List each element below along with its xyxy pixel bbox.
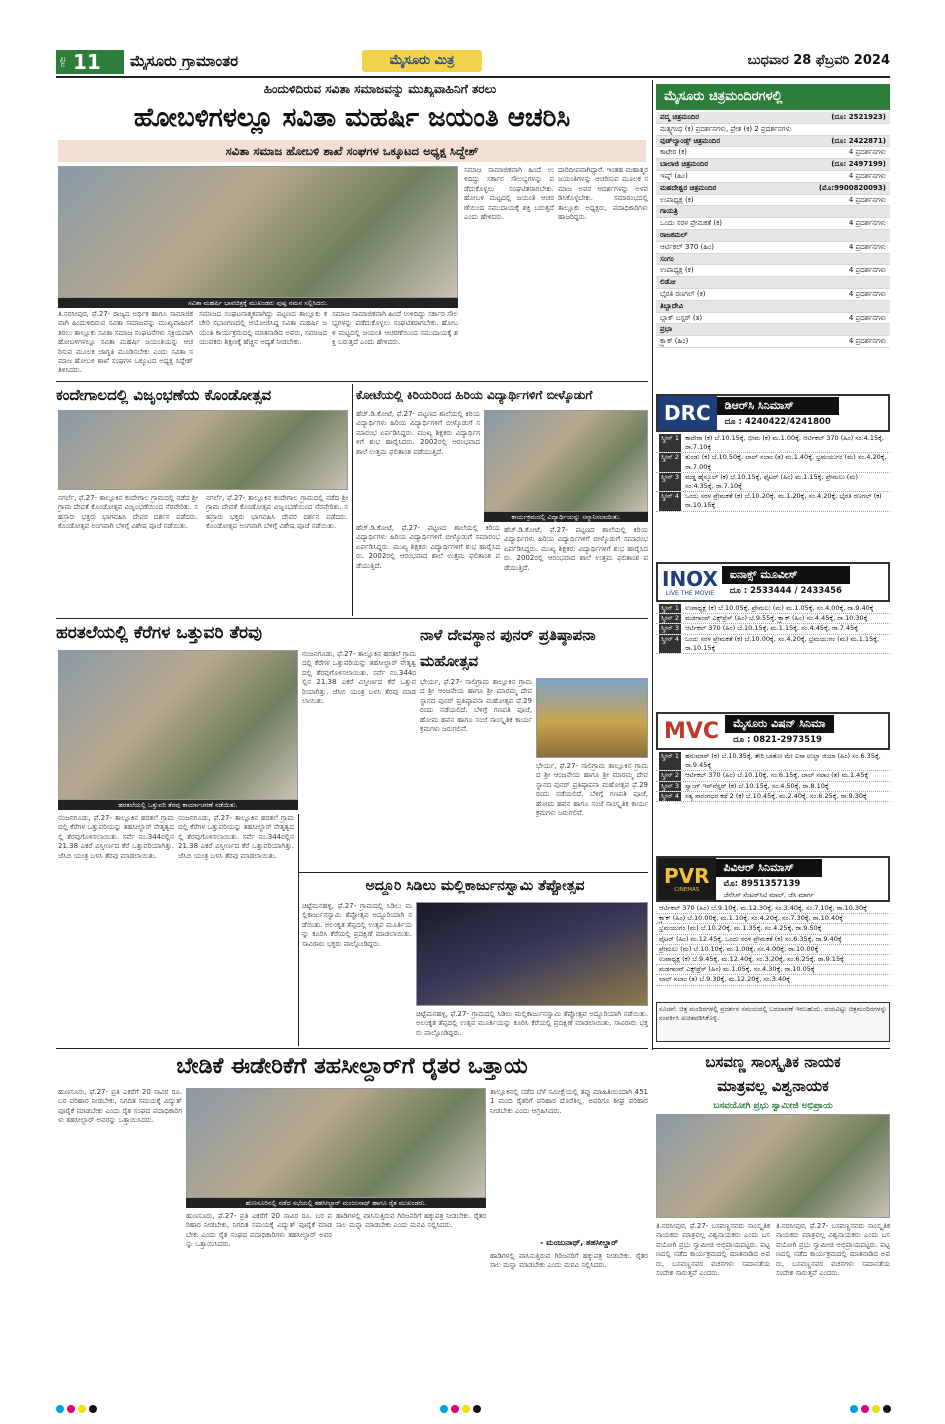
page-number: 11 <box>73 50 101 74</box>
theatre-row <box>656 289 890 301</box>
screen-number: ಸ್ಕ್ರೀನ್ 3 <box>661 624 680 633</box>
inox-screen-list <box>656 604 890 654</box>
pvr-show-row: ಉಪಾಧ್ಯಕ್ಷ (ಕ) ಬೆ.9.45ಕ್ಕೆ, ಮ.12.40ಕ್ಕೆ, ಸಂ.3.20ಕ್ಕೆ, ಸಂ.6.25ಕ್ಕೆ, ರಾ.9.15ಕ್ಕೆ <box>656 955 890 965</box>
theatre-info: 4 ಪ್ರದರ್ಶನಗಳು <box>848 313 886 322</box>
story-farmers-body-col3: ಹುಣಸೂರು, ಫೆ.27- ಪ್ರತಿ ಎಕರೆಗೆ 20 ಸಾವಿರ ರೂ. ಬರ ಪರಿಹಾರ ನೀಡಬೇಕು, ನಿಗದಿತ ಸಮಯಕ್ಕೆ ವಿದ್ಯುತ್ ಪೂರೈಕೆ ಮಾಡಬೇಕು ಎಂದು ರೈತ ಸಂಘದ ಪದಾಧಿಕಾರಿಗಳು ತಹಸೀಲ್ದಾರ್ ಅವರನ್ನು ಒತ್ತಾಯಿಸಿದರು. <box>186 1212 332 1249</box>
theatre-name: ಬಾಲಾಜಿ ಚಿತ್ರಮಂದಿರ <box>660 160 709 169</box>
screen-row <box>656 771 890 781</box>
theatre-name: ವುಡ್‌ಲ್ಯಾಂಡ್ಸ್ ಚಿತ್ರಮಂದಿರ <box>660 136 721 145</box>
paper-title: ಮೈಸೂರು ಮಿತ್ರ <box>362 50 482 72</box>
story-haratale-headline: ಹರತಲೆಯಲ್ಲಿ ಕೆರೆಗಳ ಒತ್ತುವರಿ ತೆರವು <box>56 623 262 643</box>
mvc-name: ಮೈಸೂರು ವಿಷನ್ ಸಿನಿಮಾ <box>725 715 833 733</box>
pvr-show-row: ಮಡಗಾಂವ್ ಎಕ್ಸ್‌ಪ್ರೆಸ್ (ಹಿಂ) ಮ.1.05ಕ್ಕೆ, ಸಂ.4.30ಕ್ಕೆ, ರಾ.10.05ಕ್ಕೆ <box>656 965 890 975</box>
theatre-row <box>656 195 890 207</box>
screen-number: ಸ್ಕ್ರೀನ್ 2 <box>661 614 680 623</box>
theatre-info: 4 ಪ್ರದರ್ಶನಗಳು <box>848 195 886 204</box>
screen-showtimes: ಆರ್ಟಿಕಲ್ 370 (ಹಿಂ) ಬೆ.10.15ಕ್ಕೆ, ಮ.1.15ಕ್ಕೆ, ಸಂ.4.45ಕ್ಕೆ, ರಾ.7.45ಕ್ಕೆ <box>685 624 859 633</box>
pvr-show-row: ಫೈಟರ್ (ಹಿಂ) ಮ.12.45ಕ್ಕೆ, ಒಂದು ಸರಳ ಪ್ರೇಮಕತೆ (ಕ) ಸಂ.6.35ಕ್ಕೆ, ರಾ.9.40ಕ್ಕೆ <box>656 935 890 945</box>
inox-name: ಐನಾಕ್ಸ್ ಮೂವೀಸ್ <box>722 566 850 584</box>
screen-showtimes: ಮಡ್ಡ ಹೈಸ್ಕೂಲ್ (ಕ) ಬೆ.10.15ಕ್ಕೆ, ಫೈಟರ್ (ಹಿಂ) ಮ.1.15ಕ್ಕೆ, ಪ್ರೇಮಲು (ಮ) ಸಂ.4.35ಕ್ಕೆ, ರಾ.7.10ಕ್ಕೆ <box>685 472 859 491</box>
theatre-name: ಮಹದೇಶ್ವರ ಚಿತ್ರಮಂದಿರ <box>660 183 717 192</box>
theatre-row <box>656 336 890 348</box>
theatre-row <box>656 277 890 289</box>
theatre-row <box>656 183 890 195</box>
screen-row <box>656 614 890 624</box>
screen-row <box>656 453 890 472</box>
divider <box>298 872 648 873</box>
story-basavanna-body-col1: ತಿ.ನರಸೀಪುರ, ಫೆ.27- ಬಸವಣ್ಣನವರು ಸಾಂಸ್ಕೃತಿಕ ನಾಯಕರು ಮಾತ್ರವಲ್ಲ ವಿಶ್ವನಾಯಕರು ಎಂದು ಬಸವಯೋಗಿ ಪ್ರಭು ಸ್ವಾಮೀಜಿ ಅಭಿಪ್ರಾಯಪಟ್ಟರು. ಪಟ್ಟಣದಲ್ಲಿ ನಡೆದ ಕಾರ್ಯಕ್ರಮದಲ್ಲಿ ಮಾತನಾಡಿದ ಅವರು, ಬಸವಣ್ಣನವರ ವಚನಗಳು ಸಮಾನತೆಯ ಸಂದೇಶ ಸಾರುತ್ತವೆ ಎಂದರು. <box>656 1222 770 1278</box>
registration-marks-center <box>440 1405 481 1413</box>
screen-showtimes: ಒಂದು ಸರಳ ಪ್ರೇಮಕತೆ (ಕ) ಬೆ.10.00ಕ್ಕೆ, ಸಂ.4.20ಕ್ಕೆ, ಭ್ರಮಯುಗಂ (ಮ) ಮ.1.15ಕ್ಕೆ, ರಾ.10.15ಕ್ಕೆ <box>685 634 880 652</box>
story-teppotsava-body-col1: ಚಿಟ್ಟೆಮನಹಳ್ಳಿ, ಫೆ.27- ಗ್ರಾಮದಲ್ಲಿ ಸಿಡಿಲು ಮಲ್ಲಿಕಾರ್ಜುನಸ್ವಾಮಿ ತೆಪ್ಪೋತ್ಸವ ಅದ್ದೂರಿಯಾಗಿ ನಡೆಯಿತು. ಅಲಂಕೃತ ತೆಪ್ಪದಲ್ಲಿ ಉತ್ಸವ ಮೂರ್ತಿಯನ್ನು ಕೂರಿಸಿ ಕೆರೆಯಲ್ಲಿ ಪ್ರದಕ್ಷಿಣೆ ಮಾಡಲಾಯಿತು. ಸಾವಿರಾರು ಭಕ್ತರು ಪಾಲ್ಗೊಂಡಿದ್ದರು. <box>302 902 412 948</box>
divider <box>56 1048 648 1049</box>
registration-marks-left <box>56 1405 97 1413</box>
story-basavanna-headline1: ಬಸವಣ್ಣ ಸಾಂಸ್ಕೃತಿಕ ನಾಯಕ <box>705 1053 841 1071</box>
theatre-name: ತಿಬ್ಬಾದೇವಿ <box>660 301 684 310</box>
theatre-name: ಗಾಯತ್ರಿ <box>660 207 678 216</box>
theatres-title-text: ಮೈಸೂರು ಚಿತ್ರಮಂದಿರಗಳಲ್ಲಿ <box>664 89 783 104</box>
screen-row <box>656 792 890 802</box>
screen-showtimes: ಕಾಟೇರಾ (ಕ) ಬೆ.10.15ಕ್ಕೆ, ಭೀಮ (ಕ) ಮ.1.00ಕ್ಕೆ, ಆರ್ಟಿಕಲ್ 370 (ಹಿಂ) ಸಂ.4.15ಕ್ಕೆ, ರಾ.7.10ಕ್ಕೆ <box>685 434 884 452</box>
theatre-name: ಮತ್ಸ್ಯಗಂಧ (ಕ) ಪ್ರದರ್ಶನಗಳು, ಪ್ರೇತ (ಕ) 2 ಪ್ರದರ್ಶನಗಳು <box>660 124 792 133</box>
theatre-name: ರಾಜಕಮಲ್ <box>660 230 688 239</box>
theatre-row <box>656 301 890 313</box>
story-kandegala-headline: ಕಂದೇಗಾಲದಲ್ಲಿ ವಿಜೃಂಭಣೆಯ ಕೊಂಡೋತ್ಸವ <box>56 386 272 404</box>
theatre-info: (ದೂ: 2521923) <box>831 113 886 121</box>
story-kandegala-photo <box>58 410 348 490</box>
lead-headline: ಹೋಬಳಿಗಳಲ್ಲೂ ಸವಿತಾ ಮಹರ್ಷಿ ಜಯಂತಿ ಆಚರಿಸಿ <box>133 103 571 133</box>
inox-phone: ದೂ : 2533444 / 2433456 <box>729 586 842 596</box>
lead-body-col4: ಸಮಾಜ ಸಾಮಾಜಿಕವಾಗಿ ಹಿಂದೆ ಉಳಿದಿದ್ದು ಸರ್ಕಾರ ಸೌಲಭ್ಯಗಳನ್ನು ಪಡೆದುಕೊಳ್ಳಲು ಸಂಘಟಿತರಾಗಬೇಕು. ಹೋಬಳಿ ಮಟ್ಟದಲ್ಲಿ ಜಯಂತಿ ಆಚರಣೆಯಿಂದ ಸಮುದಾಯಕ್ಕೆ ಶಕ್ತಿ ಬರುತ್ತದೆ ಎಂದು ಹೇಳಿದರು. <box>464 166 554 222</box>
pvr-logo-sub: CINEMAS <box>674 887 700 893</box>
theatre-info: 4 ಪ್ರದರ್ಶನಗಳು <box>848 337 886 346</box>
drc-name: ಡಿಆರ್‌ಸಿ ಸಿನಿಮಾಸ್ <box>717 397 839 415</box>
theatre-row <box>656 265 890 277</box>
screen-number: ಸ್ಕ್ರೀನ್ 4 <box>659 492 681 510</box>
story-kote-headline: ಕೋಟೆಯಲ್ಲಿ ಕಿರಿಯರಿಂದ ಹಿರಿಯ ವಿದ್ಯಾರ್ಥಿಗಳಿಗೆ ಬೀಳ್ಕೊಡುಗೆ <box>356 388 593 402</box>
story-haratale-photo <box>58 650 298 800</box>
theatre-row <box>656 242 890 254</box>
theatre-name: ಒಂದು ಸರಳ ಪ್ರೇಮಕತೆ (ಕ) <box>660 219 722 228</box>
registration-marks-right <box>850 1405 891 1413</box>
screen-number: ಸ್ಕ್ರೀನ್ 2 <box>661 771 680 780</box>
screen-showtimes: ಆರ್ಟಿಕಲ್ 370 (ಹಿಂ) ಬೆ.10.10ಕ್ಕೆ, ಸಂ.6.15ಕ್ಕೆ, ಲಾಲ್ ಸಲಾಂ (ತ) ಮ.1.45ಕ್ಕೆ <box>685 771 869 780</box>
lead-body-col2: ಸಮಾಜದ ಸಂಘಟನಾತ್ಮಕವಾಗಿದ್ದು ಪಟ್ಟಣದ ತಾಲ್ಲೂಕು ಕಚೇರಿ ಸಭಾಂಗಣದಲ್ಲಿ ಆಯೋಜಿಸಿದ್ದ ಸವಿತಾ ಮಹರ್ಷಿ ಜಯಂತಿ ಕಾರ್ಯಕ್ರಮದಲ್ಲಿ ಮಾತನಾಡಿದ ಅವರು, ಸಮಾಜದ ಯುವಕರು ಶಿಕ್ಷಣಕ್ಕೆ ಹೆಚ್ಚಿನ ಆದ್ಯತೆ ನೀಡಬೇಕು. <box>199 310 327 347</box>
theatre-name: ಕ್ರ್ಯಾಕ್ (ಹಿಂ) <box>660 337 689 346</box>
mvc-banner <box>656 712 890 750</box>
theatre-name: ಕಾಟೇರ (ಕ) <box>660 148 688 157</box>
screen-row <box>656 473 890 492</box>
theatre-info: 4 ಪ್ರದರ್ಶನಗಳು <box>848 289 886 298</box>
story-basavanna-subhead: ಬಸವಯೋಗಿ ಪ್ರಭು ಸ್ವಾಮೀಜಿ ಅಭಿಪ್ರಾಯ <box>713 1101 833 1111</box>
pvr-show-row: ಪ್ರೇಮಲು (ಮ) ಬೆ.10.10ಕ್ಕೆ, ಮ.1.00ಕ್ಕೆ, ಸಂ.4.00ಕ್ಕೆ, ರಾ.10.00ಕ್ಕೆ <box>656 945 890 955</box>
story-kote-body-col2: ಹೆಚ್.ಡಿ.ಕೋಟೆ, ಫೆ.27- ಪಟ್ಟಣದ ಶಾಲೆಯಲ್ಲಿ ಕಿರಿಯ ವಿದ್ಯಾರ್ಥಿಗಳು ಹಿರಿಯ ವಿದ್ಯಾರ್ಥಿಗಳಿಗೆ ಬೀಳ್ಕೊಡುಗೆ ಸಮಾರಂಭ ಏರ್ಪಡಿಸಿದ್ದರು. ಮುಖ್ಯ ಶಿಕ್ಷಕರು ವಿದ್ಯಾರ್ಥಿಗಳಿಗೆ ಶುಭ ಹಾರೈಸಿದರು. 2002ರಲ್ಲಿ ಆರಂಭವಾದ ಶಾಲೆ ಉತ್ತಮ ಫಲಿತಾಂಶ ಪಡೆಯುತ್ತಿದೆ. <box>356 524 500 570</box>
screen-row <box>656 604 890 614</box>
screen-number: ಸ್ಕ್ರೀನ್ 2 <box>659 453 681 471</box>
story-kote-photo <box>484 410 648 512</box>
inox-banner <box>656 562 890 602</box>
screen-number: ಸ್ಕ್ರೀನ್ 1 <box>659 752 681 770</box>
theatre-row <box>656 206 890 218</box>
screen-showtimes: ಮಡಗಾಂವ್ ಎಕ್ಸ್‌ಪ್ರೆಸ್ (ಹಿಂ) ಬೆ.9.55ಕ್ಕೆ, ಕ್ರ್ಯಾಕ್ (ಹಿಂ) ಸಂ.4.45ಕ್ಕೆ, ರಾ.10.30ಕ್ಕೆ <box>685 614 868 623</box>
theatre-name: ಸಂಗಂ <box>660 254 674 263</box>
theatre-row <box>656 159 890 171</box>
theatre-info: 4 ಪ್ರದರ್ಶನಗಳು <box>848 171 886 180</box>
story-basavanna-body-col2: ತಿ.ನರಸೀಪುರ, ಫೆ.27- ಬಸವಣ್ಣನವರು ಸಾಂಸ್ಕೃತಿಕ ನಾಯಕರು ಮಾತ್ರವಲ್ಲ ವಿಶ್ವನಾಯಕರು ಎಂದು ಬಸವಯೋಗಿ ಪ್ರಭು ಸ್ವಾಮೀಜಿ ಅಭಿಪ್ರಾಯಪಟ್ಟರು. ಪಟ್ಟಣದಲ್ಲಿ ನಡೆದ ಕಾರ್ಯಕ್ರಮದಲ್ಲಿ ಮಾತನಾಡಿದ ಅವರು, ಬಸವಣ್ಣನವರ ವಚನಗಳು ಸಮಾನತೆಯ ಸಂದೇಶ ಸಾರುತ್ತವೆ ಎಂದರು. <box>776 1222 890 1278</box>
mvc-phone: ದೂ : 0821-2973519 <box>733 735 822 745</box>
screen-row <box>656 635 890 654</box>
theatre-row <box>656 324 890 336</box>
story-farmers-body-col4: ಹಾಡಿಗಳಲ್ಲಿ ವಾಸಿಸುತ್ತಿರುವ ಗಿರಿಜನರಿಗೆ ಹಕ್ಕುಪತ್ರ ನೀಡಬೇಕು. ರೈತರ ಸಾಲ ಮನ್ನಾ ಮಾಡಬೇಕು ಎಂದು ಮನವಿ ಸಲ್ಲಿಸಿದರು. <box>336 1212 486 1230</box>
lead-photo <box>58 166 458 298</box>
page-label: ಪುಟ <box>59 56 67 68</box>
story-teppotsava-photo <box>416 902 648 1006</box>
screen-showtimes: ಹನುಮಾನ್ (ಕ) ಬೆ.10.35ಕ್ಕೆ, ತೇರಿ ಬಾತೋ ಮೇ ಐಸಾ ಉಲ್ಜಾ ಜಿಯಾ (ಹಿಂ) ಸಂ.6.35ಕ್ಕೆ, ರಾ.9.45ಕ್ಕೆ <box>685 752 881 770</box>
story-kandegala-body-col1: ನಗರ್ಲೆ, ಫೆ.27- ತಾಲ್ಲೂಕಿನ ಕಂದೇಗಾಲ ಗ್ರಾಮದಲ್ಲಿ ನಡೆದ ಶ್ರೀ ಗ್ರಾಮ ದೇವತೆ ಕೊಂಡೋತ್ಸವ ವಿಜೃಂಭಣೆಯಿಂದ ನೆರವೇರಿತು. ಸಹಸ್ರಾರು ಭಕ್ತರು ಭಾಗವಹಿಸಿ ದೇವರ ದರ್ಶನ ಪಡೆದರು. ಕೊಂಡೋತ್ಸವ ಅಂಗವಾಗಿ ಬೆಳಿಗ್ಗೆ ವಿಶೇಷ ಪೂಜೆ ನಡೆಯಿತು. <box>58 494 198 531</box>
story-farmers-photo <box>186 1088 486 1198</box>
story-haratale-body-col1: ನಂಜನಗೂಡು, ಫೆ.27- ತಾಲ್ಲೂಕಿನ ಹರತಲೆ ಗ್ರಾಮದಲ್ಲಿ ಕೆರೆಗಳ ಒತ್ತುವರಿಯನ್ನು ತಹಸೀಲ್ದಾರ್ ನೇತೃತ್ವದಲ್ಲಿ ತೆರವುಗೊಳಿಸಲಾಯಿತು. ಸರ್ವೆ ನಂ.344ರಲ್ಲಿನ 21.38 ಎಕರೆ ವಿಸ್ತೀರ್ಣದ ಕೆರೆ ಒತ್ತುವರಿಯಾಗಿತ್ತು. ಜೆಸಿಬಿ ಯಂತ್ರ ಬಳಸಿ ತೆರವು ಮಾಡಲಾಯಿತು. <box>302 650 416 706</box>
theatre-row <box>656 136 890 148</box>
pvr-banner <box>656 856 890 902</box>
theatre-name: ಪ್ರಭಾ <box>660 325 673 334</box>
screen-showtimes: ಸ್ವಾಂಗ್ ಇನ್‌ವೆಸ್ಟರ್ (ಕ) ಬೆ.10.15ಕ್ಕೆ, ಸಂ.4.50ಕ್ಕೆ, ರಾ.8.10ಕ್ಕೆ <box>685 781 829 790</box>
theatre-row <box>656 230 890 242</box>
masthead-rule <box>56 76 890 78</box>
divider <box>56 618 648 619</box>
story-temple-body-col1: ಭೇರ್ಯ, ಫೆ.27- ಸಾಲಿಗ್ರಾಮ ತಾಲ್ಲೂಕಿನ ಗ್ರಾಮದ ಶ್ರೀ ಆಂಜನೇಯ ಹಾಗೂ ಶ್ರೀ ಮಾರಮ್ಮ ದೇವಸ್ಥಾನದ ಪುನರ್ ಪ್ರತಿಷ್ಠಾಪನಾ ಮಹೋತ್ಸವ ಫೆ.29ರಂದು ನಡೆಯಲಿದೆ. ಬೆಳಿಗ್ಗೆ ಗಣಪತಿ ಪೂಜೆ, ಹೋಮ ಹವನ ಹಾಗೂ ಸಂಜೆ ಸಾಂಸ್ಕೃತಿಕ ಕಾರ್ಯಕ್ರಮಗಳು ಜರುಗಲಿವೆ. <box>420 678 532 734</box>
section-title: ಮೈಸೂರು ಗ್ರಾಮಾಂತರ <box>130 52 239 70</box>
screen-row <box>656 624 890 634</box>
pvr-phone: ಮೊ: 8951357139 <box>723 878 801 889</box>
pvr-note: ಸೂಚನೆ: ಚಿತ್ರ ಮಂದಿರಗಳಲ್ಲಿ ಪ್ರದರ್ಶನ ಸಮಯದಲ್ಲಿ ಬದಲಾವಣೆ ಇರಬಹುದು. ದಯವಿಟ್ಟು ಚಿತ್ರಮಂದಿರಗಳನ್ನು ಸಂಪರ್ಕಿಸಿ ಖಚಿತಪಡಿಸಿಕೊಳ್ಳಿ. <box>656 1002 890 1042</box>
screen-row <box>656 492 890 511</box>
theatre-row <box>656 112 890 124</box>
lead-body-col5: ದಾರಿದೀಪವಾಗಿದ್ದಾರೆ. ಇಂತಹ ಮಹಾತ್ಮರ ಜಯಂತಿಗಳನ್ನು ಆಚರಿಸುವ ಮೂಲಕ ಸಮಾಜ ಅವರ ಆದರ್ಶಗಳನ್ನು ಅಳವಡಿಸಿಕೊಳ್ಳಬೇಕು. ಸಮಾರಂಭದಲ್ಲಿ ತಾಲ್ಲೂಕು ಅಧ್ಯಕ್ಷರು, ಪದಾಧಿಕಾರಿಗಳು ಹಾಜರಿದ್ದರು. <box>558 166 648 222</box>
masthead <box>56 50 890 74</box>
theatre-list <box>656 112 890 348</box>
theatre-row <box>656 313 890 325</box>
screen-row <box>656 782 890 792</box>
divider <box>652 80 653 1050</box>
theatre-name: ಲಿಡೋ <box>660 278 676 287</box>
drc-banner <box>656 394 890 432</box>
inox-logo: INOX <box>662 566 718 591</box>
theatre-name: ಪದ್ಮ ಚಿತ್ರಮಂದಿರ <box>660 113 700 121</box>
theatre-row <box>656 171 890 183</box>
theatre-info: (ದೂ: 2422871) <box>831 136 886 145</box>
story-farmers-body-col5: ಹಾಡಿಗಳಲ್ಲಿ ವಾಸಿಸುತ್ತಿರುವ ಗಿರಿಜನರಿಗೆ ಹಕ್ಕುಪತ್ರ ನೀಡಬೇಕು. ರೈತರ ಸಾಲ ಮನ್ನಾ ಮಾಡಬೇಕು ಎಂದು ಮನವಿ ಸಲ್ಲಿಸಿದರು. <box>490 1252 648 1270</box>
story-kote-body-col3: ಹೆಚ್.ಡಿ.ಕೋಟೆ, ಫೆ.27- ಪಟ್ಟಣದ ಶಾಲೆಯಲ್ಲಿ ಕಿರಿಯ ವಿದ್ಯಾರ್ಥಿಗಳು ಹಿರಿಯ ವಿದ್ಯಾರ್ಥಿಗಳಿಗೆ ಬೀಳ್ಕೊಡುಗೆ ಸಮಾರಂಭ ಏರ್ಪಡಿಸಿದ್ದರು. ಮುಖ್ಯ ಶಿಕ್ಷಕರು ವಿದ್ಯಾರ್ಥಿಗಳಿಗೆ ಶುಭ ಹಾರೈಸಿದರು. 2002ರಲ್ಲಿ ಆರಂಭವಾದ ಶಾಲೆ ಉತ್ತಮ ಫಲಿತಾಂಶ ಪಡೆಯುತ್ತಿದೆ. <box>504 526 648 572</box>
lead-body-col1: ತಿ.ನರಸೀಪುರ, ಫೆ.27- ರಾಜ್ಯದ ಅರ್ಥಿಕ ಹಾಗೂ ಸಾಮಾಜಿಕವಾಗಿ ಹಿಂದುಳಿದಿರುವ ಸವಿತಾ ಸಮಾಜವನ್ನು ಮುಖ್ಯವಾಹಿನಿಗೆ ತರಲು ತಾಲ್ಲೂಕು ಸವಿತಾ ಸಮಾಜ ಸಂಘಟನೆಗಳು ಸಕ್ರಿಯವಾಗಿ ಹೋಬಳಿಗಳಲ್ಲೂ ಸವಿತಾ ಮಹರ್ಷಿ ಜಯಂತಿಯನ್ನು ಆಚರಿಸುವ ಮೂಲಕ ಜಾಗೃತಿ ಮೂಡಿಸಬೇಕು ಎಂದು ಸವಿತಾ ಸಮಾಜ ಹೋಬಳಿ ಶಾಖೆ ಸಂಘಗಳ ಒಕ್ಕೂಟದ ಅಧ್ಯಕ್ಷ ಸಿದ್ದೇಶ್ ತಿಳಿಸಿದರು. <box>58 310 193 375</box>
screen-number: ಸ್ಕ್ರೀನ್ 1 <box>661 604 680 612</box>
story-basavanna-headline2: ಮಾತ್ರವಲ್ಲ ವಿಶ್ವನಾಯಕ <box>717 1077 829 1095</box>
lead-body-col3: ಸಮಾಜ ಸಾಮಾಜಿಕವಾಗಿ ಹಿಂದೆ ಉಳಿದಿದ್ದು ಸರ್ಕಾರ ಸೌಲಭ್ಯಗಳನ್ನು ಪಡೆದುಕೊಳ್ಳಲು ಸಂಘಟಿತರಾಗಬೇಕು. ಹೋಬಳಿ ಮಟ್ಟದಲ್ಲಿ ಜಯಂತಿ ಆಚರಣೆಯಿಂದ ಸಮುದಾಯಕ್ಕೆ ಶಕ್ತಿ ಬರುತ್ತದೆ ಎಂದು ಹೇಳಿದರು. <box>332 310 458 347</box>
screen-number: ಸ್ಕ್ರೀನ್ 3 <box>659 473 681 491</box>
theatre-info: 4 ಪ್ರದರ್ಶನಗಳು <box>848 266 886 275</box>
pvr-show-row: ಕ್ರ್ಯಾಕ್ (ಹಿಂ) ಬೆ.10.00ಕ್ಕೆ, ಮ.1.10ಕ್ಕೆ, ಸಂ.4.20ಕ್ಕೆ, ಸಂ.7.30ಕ್ಕೆ, ರಾ.10.40ಕ್ಕೆ <box>656 914 890 924</box>
story-haratale-body-col3: ನಂಜನಗೂಡು, ಫೆ.27- ತಾಲ್ಲೂಕಿನ ಹರತಲೆ ಗ್ರಾಮದಲ್ಲಿ ಕೆರೆಗಳ ಒತ್ತುವರಿಯನ್ನು ತಹಸೀಲ್ದಾರ್ ನೇತೃತ್ವದಲ್ಲಿ ತೆರವುಗೊಳಿಸಲಾಯಿತು. ಸರ್ವೆ ನಂ.344ರಲ್ಲಿನ 21.38 ಎಕರೆ ವಿಸ್ತೀರ್ಣದ ಕೆರೆ ಒತ್ತುವರಿಯಾಗಿತ್ತು. ಜೆಸಿಬಿ ಯಂತ್ರ ಬಳಸಿ ತೆರವು ಮಾಡಲಾಯಿತು. <box>178 814 294 860</box>
theatre-info: (ಮೊ:9900820093) <box>818 183 886 192</box>
story-farmers-headline: ಬೇಡಿಕೆ ಈಡೇರಿಕೆಗೆ ತಹಸೀಲ್ದಾರ್‌ಗೆ ರೈತರ ಒತ್ತಾಯ <box>176 1054 528 1079</box>
screen-showtimes: ಸತ್ಯ ಸಾರಂಗಧರ ಕಥೆ 2 (ಕ) ಬೆ.10.45ಕ್ಕೆ, ಮ.2.40ಕ್ಕೆ, ಸಂ.6.25ಕ್ಕೆ, ರಾ.9.30ಕ್ಕೆ <box>685 791 867 800</box>
pvr-show-row: ಭ್ರಮಯುಗಂ (ಮ) ಬೆ.10.20ಕ್ಕೆ, ಮ.1.35ಕ್ಕೆ, ಸಂ.4.25ಕ್ಕೆ, ರಾ.9.50ಕ್ಕೆ <box>656 924 890 934</box>
inox-tagline: LIVE THE MOVIE <box>665 589 715 597</box>
story-farmers-body-col1: ಹುಣಸೂರು, ಫೆ.27- ಪ್ರತಿ ಎಕರೆಗೆ 20 ಸಾವಿರ ರೂ. ಬರ ಪರಿಹಾರ ನೀಡಬೇಕು, ನಿಗದಿತ ಸಮಯಕ್ಕೆ ವಿದ್ಯುತ್ ಪೂರೈಕೆ ಮಾಡಬೇಕು ಎಂದು ರೈತ ಸಂಘದ ಪದಾಧಿಕಾರಿಗಳು ತಹಸೀಲ್ದಾರ್ ಅವರನ್ನು ಒತ್ತಾಯಿಸಿದರು. <box>58 1088 182 1125</box>
screen-number: ಸ್ಕ್ರೀನ್ 4 <box>661 791 680 800</box>
screen-row <box>656 434 890 453</box>
story-temple-headline <box>420 622 648 676</box>
story-kote-body-col1: ಹೆಚ್.ಡಿ.ಕೋಟೆ, ಫೆ.27- ಪಟ್ಟಣದ ಶಾಲೆಯಲ್ಲಿ ಕಿರಿಯ ವಿದ್ಯಾರ್ಥಿಗಳು ಹಿರಿಯ ವಿದ್ಯಾರ್ಥಿಗಳಿಗೆ ಬೀಳ್ಕೊಡುಗೆ ಸಮಾರಂಭ ಏರ್ಪಡಿಸಿದ್ದರು. ಮುಖ್ಯ ಶಿಕ್ಷಕರು ವಿದ್ಯಾರ್ಥಿಗಳಿಗೆ ಶುಭ ಹಾರೈಸಿದರು. 2002ರಲ್ಲಿ ಆರಂಭವಾದ ಶಾಲೆ ಉತ್ತಮ ಫಲಿತಾಂಶ ಪಡೆಯುತ್ತಿದೆ. <box>356 410 480 456</box>
mvc-logo: MVC <box>664 718 720 744</box>
story-haratale-body-col2: ನಂಜನಗೂಡು, ಫೆ.27- ತಾಲ್ಲೂಕಿನ ಹರತಲೆ ಗ್ರಾಮದಲ್ಲಿ ಕೆರೆಗಳ ಒತ್ತುವರಿಯನ್ನು ತಹಸೀಲ್ದಾರ್ ನೇತೃತ್ವದಲ್ಲಿ ತೆರವುಗೊಳಿಸಲಾಯಿತು. ಸರ್ವೆ ನಂ.344ರಲ್ಲಿನ 21.38 ಎಕರೆ ವಿಸ್ತೀರ್ಣದ ಕೆರೆ ಒತ್ತುವರಿಯಾಗಿತ್ತು. ಜೆಸಿಬಿ ಯಂತ್ರ ಬಳಸಿ ತೆರವು ಮಾಡಲಾಯಿತು. <box>58 814 174 860</box>
theatre-name: ಬ್ಲಾಕ್ ಬಸ್ಟರ್ (ತ) <box>660 313 703 322</box>
story-temple-photo <box>536 678 648 758</box>
drc-screen-list <box>656 434 890 512</box>
theatre-row <box>656 218 890 230</box>
theatre-name: ಉಪಾಧ್ಯಕ್ಷ (ಕ) <box>660 195 694 204</box>
story-teppotsava-body-col2: ಚಿಟ್ಟೆಮನಹಳ್ಳಿ, ಫೆ.27- ಗ್ರಾಮದಲ್ಲಿ ಸಿಡಿಲು ಮಲ್ಲಿಕಾರ್ಜುನಸ್ವಾಮಿ ತೆಪ್ಪೋತ್ಸವ ಅದ್ದೂರಿಯಾಗಿ ನಡೆಯಿತು. ಅಲಂಕೃತ ತೆಪ್ಪದಲ್ಲಿ ಉತ್ಸವ ಮೂರ್ತಿಯನ್ನು ಕೂರಿಸಿ ಕೆರೆಯಲ್ಲಿ ಪ್ರದಕ್ಷಿಣೆ ಮಾಡಲಾಯಿತು. ಸಾವಿರಾರು ಭಕ್ತರು ಪಾಲ್ಗೊಂಡಿದ್ದರು. <box>416 1010 648 1037</box>
divider <box>298 814 299 1046</box>
theatre-name: ಭೈರತಿ ರಣಗಲ್ (ಕ) <box>660 289 706 298</box>
story-kandegala-body-col2: ನಗರ್ಲೆ, ಫೆ.27- ತಾಲ್ಲೂಕಿನ ಕಂದೇಗಾಲ ಗ್ರಾಮದಲ್ಲಿ ನಡೆದ ಶ್ರೀ ಗ್ರಾಮ ದೇವತೆ ಕೊಂಡೋತ್ಸವ ವಿಜೃಂಭಣೆಯಿಂದ ನೆರವೇರಿತು. ಸಹಸ್ರಾರು ಭಕ್ತರು ಭಾಗವಹಿಸಿ ದೇವರ ದರ್ಶನ ಪಡೆದರು. ಕೊಂಡೋತ್ಸವ ಅಂಗವಾಗಿ ಬೆಳಿಗ್ಗೆ ವಿಶೇಷ ಪೂಜೆ ನಡೆಯಿತು. <box>206 494 348 531</box>
theatre-name: ಆರ್ಟಿಕಲ್ 370 (ಹಿಂ) <box>660 242 714 251</box>
pvr-address: ಜೆನೆಸಿಸ್ ಸೆಂಟರ್‌ಸಿಟಿ ಮಾಲ್, ಜೆಸಿ ಮಾರ್ಗ <box>723 890 814 899</box>
divider <box>652 1048 890 1049</box>
story-temple-body-col2: ಭೇರ್ಯ, ಫೆ.27- ಸಾಲಿಗ್ರಾಮ ತಾಲ್ಲೂಕಿನ ಗ್ರಾಮದ ಶ್ರೀ ಆಂಜನೇಯ ಹಾಗೂ ಶ್ರೀ ಮಾರಮ್ಮ ದೇವಸ್ಥಾನದ ಪುನರ್ ಪ್ರತಿಷ್ಠಾಪನಾ ಮಹೋತ್ಸವ ಫೆ.29ರಂದು ನಡೆಯಲಿದೆ. ಬೆಳಿಗ್ಗೆ ಗಣಪತಿ ಪೂಜೆ, ಹೋಮ ಹವನ ಹಾಗೂ ಸಂಜೆ ಸಾಂಸ್ಕೃತಿಕ ಕಾರ್ಯಕ್ರಮಗಳು ಜರುಗಲಿವೆ. <box>536 762 648 818</box>
issue-date: ಬುಧವಾರ 28 ಫೆಬ್ರವರಿ 2024 <box>747 53 890 68</box>
pvr-show-row: ಆರ್ಟಿಕಲ್ 370 (ಹಿಂ) ಬೆ.9.10ಕ್ಕೆ, ಮ.12.30ಕ್ಕೆ, ಸಂ.3.40ಕ್ಕೆ, ಸಂ.7.10ಕ್ಕೆ, ರಾ.10.30ಕ್ಕೆ <box>656 904 890 914</box>
story-farmers-photo-caption: ಹುಣಸೂರಿನಲ್ಲಿ ನಡೆದ ಸಭೆಯಲ್ಲಿ ತಹಸೀಲ್ದಾರ್ ಮಂಜುನಾಥ್ ಹಾಗೂ ರೈತ ಮುಖಂಡರು. <box>186 1198 486 1208</box>
theatre-info: (ದೂ: 2497199) <box>831 160 886 169</box>
story-haratale-photo-caption: ಹರತಲೆಯಲ್ಲಿ ಒತ್ತುವರಿ ತೆರವು ಕಾರ್ಯಾಚರಣೆ ನಡೆಯಿತು. <box>58 800 298 810</box>
lead-kicker: ಹಿಂದುಳಿದಿರುವ ಸವಿತಾ ಸಮಾಜವನ್ನು ಮುಖ್ಯವಾಹಿನಿಗೆ ತರಲು <box>263 82 497 96</box>
screen-number: ಸ್ಕ್ರೀನ್ 4 <box>659 635 681 653</box>
theatre-info: 4 ಪ್ರದರ್ಶನಗಳು <box>848 219 886 228</box>
screen-number: ಸ್ಕ್ರೀನ್ 1 <box>659 434 681 452</box>
theatre-info: 4 ಪ್ರದರ್ಶನಗಳು <box>848 148 886 157</box>
theatre-name: ಇಷ್ಕ್ (ಹಿಂ) <box>660 171 688 180</box>
screen-number: ಸ್ಕ್ರೀನ್ 3 <box>661 781 680 790</box>
pvr-show-row: ಲಾಲ್ ಸಲಾಂ (ತ) ಬೆ.9.30ಕ್ಕೆ, ಮ.12.20ಕ್ಕೆ, ಸಂ.3.40ಕ್ಕೆ <box>656 975 890 985</box>
divider <box>352 384 353 616</box>
screen-showtimes: ತುಂಡು (ಕ) ಬೆ.10.50ಕ್ಕೆ, ಲಾಲ್ ಸಲಾಂ (ತ) ಮ.1.40ಕ್ಕೆ, ಭ್ರಮಯುಗಂ (ಮ) ಸಂ.4.20ಕ್ಕೆ, ರಾ.7.00ಕ್ಕೆ <box>685 453 887 471</box>
theatre-name: ಉಪಾಧ್ಯಕ್ಷ (ಕ) <box>660 266 694 275</box>
screen-row <box>656 752 890 771</box>
theatres-title <box>656 84 890 110</box>
screen-showtimes: ಒಂದು ಸರಳ ಪ್ರೇಮಕತೆ (ಕ) ಬೆ.10.20ಕ್ಕೆ, ಮ.1.20ಕ್ಕೆ, ಸಂ.4.20ಕ್ಕೆ, ಭೈರತಿ ರಣಗಲ್ (ಕ) ರಾ.10.15ಕ್ಕೆ <box>685 492 882 510</box>
story-farmers-byline: - ಮಂಜುನಾಥ್, ತಹಸೀಲ್ದಾರ್ <box>540 1238 618 1247</box>
story-teppotsava-headline: ಅದ್ದೂರಿ ಸಿಡಿಲು ಮಲ್ಲಿಕಾರ್ಜುನಸ್ವಾಮಿ ತೆಪ್ಪೋತ್ಸವ <box>365 878 585 894</box>
lead-photo-caption: ಸವಿತಾ ಮಹರ್ಷಿ ಭಾವಚಿತ್ರಕ್ಕೆ ಮುಖಂಡರು ಪುಷ್ಪ ನಮನ ಸಲ್ಲಿಸಿದರು. <box>58 298 458 308</box>
drc-phone: ದೂ : 4240422/4241800 <box>724 417 831 427</box>
mvc-screen-list <box>656 752 890 802</box>
pvr-logo: PVR <box>664 864 710 888</box>
story-kote-photo-caption: ಕಾರ್ಯಕ್ರಮದಲ್ಲಿ ವಿದ್ಯಾರ್ಥಿಯನ್ನು ಸನ್ಮಾನಿಸಲಾಯಿತು. <box>484 512 648 522</box>
story-basavanna-photo <box>656 1114 890 1218</box>
drc-logo: DRC <box>658 396 717 430</box>
lead-subhead: ಸವಿತಾ ಸಮಾಜ ಹೋಬಳಿ ಶಾಖೆ ಸಂಘಗಳ ಒಕ್ಕೂಟದ ಅಧ್ಯಕ್ಷ ಸಿದ್ದೇಶ್ <box>58 140 646 162</box>
theatre-row <box>656 147 890 159</box>
story-temple-headline-text: ನಾಳೆ ದೇವಸ್ಥಾನ ಪುನರ್ ಪ್ರತಿಷ್ಠಾಪನಾ ಮಹೋತ್ಸವ <box>420 626 596 670</box>
screen-showtimes: ಉಪಾಧ್ಯಕ್ಷ (ಕ) ಬೆ.10.05ಕ್ಕೆ, ಪ್ರೇಮಲು (ಮ) ಮ.1.05ಕ್ಕೆ, ಸಂ.4.00ಕ್ಕೆ, ರಾ.9.40ಕ್ಕೆ <box>685 604 874 612</box>
pvr-show-list <box>656 904 890 986</box>
theatre-info: 4 ಪ್ರದರ್ಶನಗಳು <box>848 242 886 251</box>
page-badge <box>56 50 124 74</box>
divider <box>56 381 648 382</box>
pvr-name: ಪಿವಿಆರ್ ಸಿನಿಮಾಸ್ <box>716 859 822 877</box>
story-farmers-body-col2: ತಾಲ್ಲೂಕಿನಲ್ಲಿ ನಡೆದ ಬೆಳೆ ಸಮೀಕ್ಷೆಯಲ್ಲಿ ತಪ್ಪು ಮಾಹಿತಿಯಿಂದಾಗಿ 4511 ಮಂದಿ ರೈತರಿಗೆ ಪರಿಹಾರ ದೊರೆತಿಲ್ಲ. ಅವರಿಗೂ ಶೀಘ್ರ ಪರಿಹಾರ ನೀಡಬೇಕು ಎಂದು ಆಗ್ರಹಿಸಿದರು. <box>490 1088 648 1115</box>
theatre-row <box>656 124 890 136</box>
theatre-row <box>656 254 890 266</box>
